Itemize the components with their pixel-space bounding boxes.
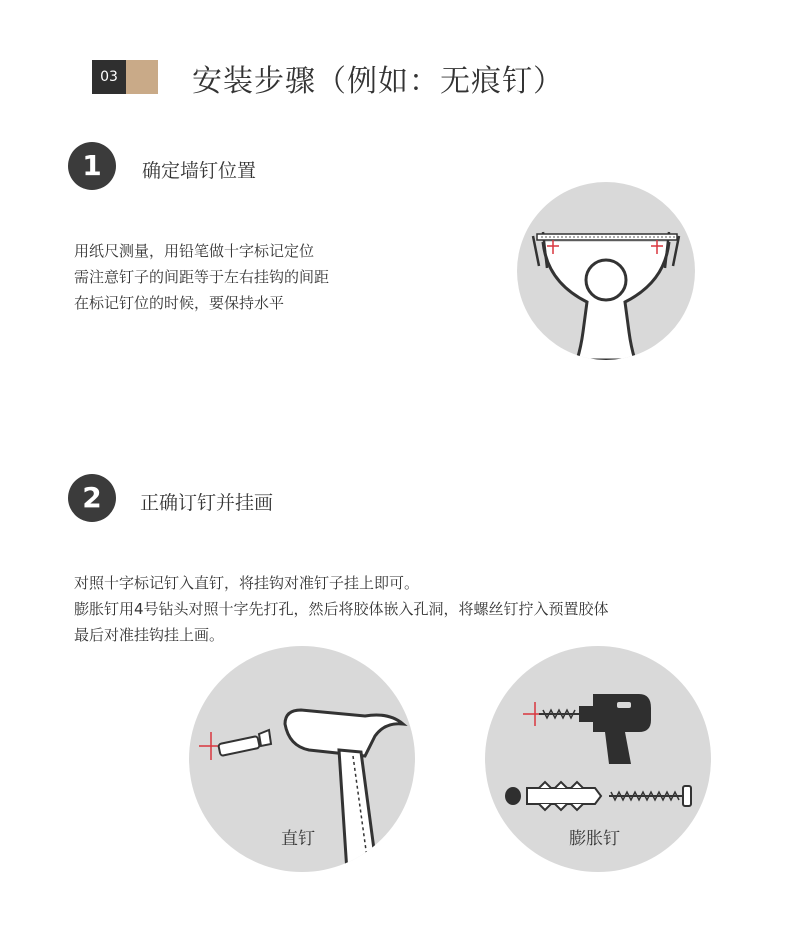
expansion-nail-illustration <box>485 646 711 872</box>
measuring-illustration <box>517 182 695 360</box>
straight-nail-caption: 直钉 <box>281 829 315 849</box>
step-1-number: 1 <box>68 142 116 190</box>
page-title: 安装步骤（例如：无痕钉） <box>192 64 564 99</box>
step-1-line: 用纸尺测量，用铅笔做十字标记定位 <box>74 242 315 260</box>
step-2-description <box>74 570 609 648</box>
section-badge <box>92 60 158 94</box>
step-2-line: 膨胀钉用4号钻头对照十字先打孔，然后将胶体嵌入孔洞，将螺丝钉拧入预置胶体 <box>74 600 609 618</box>
step-2-line: 对照十字标记钉入直钉，将挂钩对准钉子挂上即可。 <box>74 574 420 592</box>
step-2-number: 2 <box>68 474 116 522</box>
step-2-line: 最后对准挂钩挂上画。 <box>74 626 225 644</box>
person-measuring-icon <box>517 182 695 360</box>
step-1-description <box>74 238 329 316</box>
step-2-title: 正确订钉并挂画 <box>140 492 274 514</box>
expansion-nail-caption: 膨胀钉 <box>569 829 620 849</box>
step-1-line: 需注意钉子的间距等于左右挂钩的间距 <box>74 268 330 286</box>
straight-nail-illustration <box>189 646 415 872</box>
section-number: 03 <box>92 60 126 94</box>
step-1-line: 在标记钉位的时候，要保持水平 <box>74 294 285 312</box>
step-1-title: 确定墙钉位置 <box>142 160 257 182</box>
badge-accent <box>126 60 158 94</box>
